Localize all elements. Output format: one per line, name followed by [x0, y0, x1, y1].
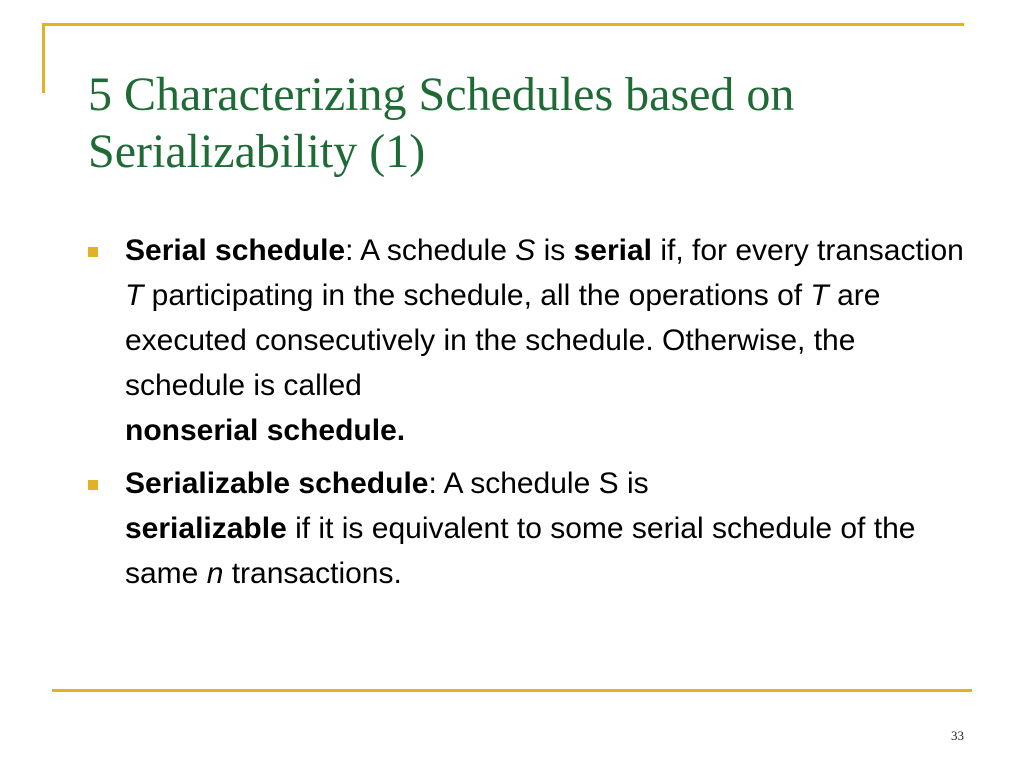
text-run: is — [535, 234, 574, 267]
page-number: 33 — [951, 728, 964, 743]
text-run: participating in the schedule, all the operations of — [143, 279, 811, 312]
variable-n: n — [206, 557, 224, 590]
text-run: : A schedule S is — [428, 467, 649, 500]
term-serializable-schedule: Serializable schedule — [125, 467, 429, 500]
text-run: if it is equivalent to some serial schedule of the same — [125, 512, 916, 590]
bullet-text — [125, 467, 915, 590]
variable-t: T — [810, 279, 829, 312]
variable-t: T — [125, 279, 144, 312]
slide-title: 5 Characterizing Schedules based on Serializability (1) — [88, 68, 795, 178]
term-serial-schedule: Serial schedule — [125, 234, 346, 267]
text-run: are executed consecutively in the schedule. Otherwise, the schedule is called — [125, 279, 881, 402]
frame-bottom-line — [52, 689, 972, 692]
bullet-text — [125, 234, 964, 447]
bullet-item-serial-schedule — [88, 228, 983, 453]
keyword-serializable: serializable — [125, 512, 287, 545]
text-run: transactions. — [223, 557, 402, 590]
variable-s: S — [515, 234, 536, 267]
frame-left-line — [42, 23, 45, 93]
keyword-serial: serial — [573, 234, 653, 267]
keyword-nonserial-schedule: nonserial schedule. — [125, 414, 406, 447]
bullet-list — [88, 228, 983, 604]
bullet-item-serializable-schedule — [88, 461, 983, 596]
frame-top-line — [42, 23, 964, 26]
text-run: : A schedule — [345, 234, 516, 267]
square-bullet-icon — [88, 247, 98, 257]
text-run: if, for every transaction — [652, 234, 964, 267]
square-bullet-icon — [88, 480, 98, 490]
